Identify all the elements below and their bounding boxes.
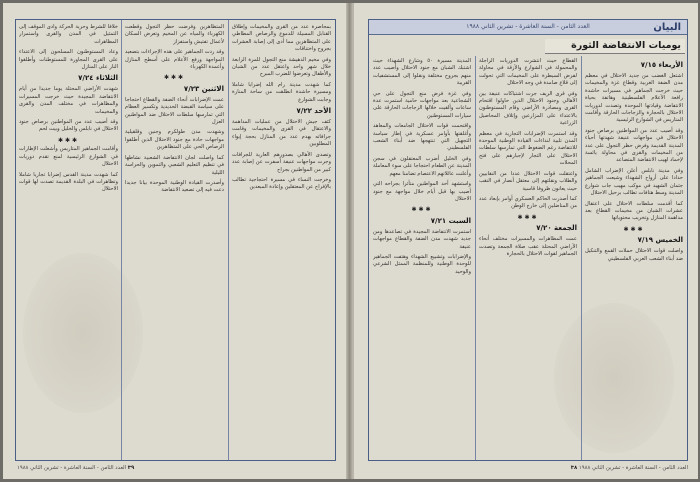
- paragraph: واستشهد أحد المواطنين متأثرا بجراحه التي أصيب بها قبل أيام خلال مواجهة مع جنود الاحتلال: [373, 181, 471, 202]
- footer-text: العدد الثامن - السنة العاشرة - تشرين الثاني ١٩٨٨: [578, 465, 688, 471]
- paragraph: كثف جيش الاحتلال من عمليات المداهمة والاعتقال في القرى والمخيمات وقامت جرافاته بهدم عدد من المنازل بحجة إيواء المطلوبين: [232, 119, 331, 148]
- paragraph: خلافا للشرط وحرية الحركة وأدى الموقف إلى التمثيل في المدن والقرى واستمرار المظاهرات: [19, 24, 118, 45]
- paragraph: عمت الإضرابات أنحاء الضفة والقطاع احتجاجا على سياسة القبضة الحديدية وتكسير العظام التي تمارسها سلطات الاحتلال ضد المواطنين العزل: [125, 96, 224, 126]
- paragraph: وفي مخيم الدهيشة منع التجول للمرة الرابعة خلال شهر واحد واعتقل عدد من الشبان والأطفال وتعرضوا للضرب المبرح: [232, 56, 331, 78]
- paragraph: المدينة مسيرة ٥٠ وشارع الشهداء حيث اشتبك الشبان مع جنود الاحتلال وأصيب عدد منهم بجروح مختلفة ونقلوا إلى المستشفيات القريبة: [373, 58, 471, 87]
- date-heading: الجمعة ٧/٢٠: [536, 224, 577, 233]
- paragraph: المتظاهرين وفرضت حظر التجول وقطعت الكهرباء والمياه عن المخيم وتعرض السكان لأعمال تفتيش واستفزاز: [125, 24, 224, 45]
- paragraph: وقد أصيب عدد من المواطنين برصاص جنود الاحتلال في نابلس والخليل وبيت لحم: [19, 119, 118, 133]
- paragraph: وقد أصيب عدد من المواطنين برصاص جنود الاحتلال في مواجهات عنيفة شهدتها أحياء المدينة القديمة وفرض حظر التجول على عدد من المخيمات والقرى في محاولة يائسة لإخماد لهيب الانتفاضة المتصاعد: [585, 127, 683, 164]
- paragraph: عمت المظاهرات والمسيرات مختلف أنحاء الأراضي المحتلة عقب صلاة الجمعة وتصدت الجماهير لقوات الاحتلال بالحجارة: [479, 236, 577, 257]
- paragraph: وخرجت النساء في مسيرة احتجاجية تطالب بالإفراج عن المعتقلين وإعادة المبعدين: [232, 176, 331, 191]
- paragraph: واصلت قوات الاحتلال حملات القمع والتنكيل ضد أبناء الشعب العربي الفلسطيني: [585, 248, 683, 262]
- section-separator: ✱✱✱: [411, 206, 433, 214]
- left-page-frame: [15, 19, 336, 461]
- paragraph: والإضرابات وتشييع الشهداء وهتفت الجماهير للوحدة الوطنية وللمنظمة الممثل الشرعي والوحيد: [373, 253, 471, 275]
- column-rule: [581, 56, 582, 460]
- right-page-frame: [368, 19, 688, 461]
- column-rule: [228, 20, 229, 460]
- paragraph: شهدت الأراضي المحتلة يوما جديدا من أيام الانتفاضة المجيدة حيث خرجت المسيرات والمظاهرات في مختلف المدن والقرى والمخيمات: [19, 86, 118, 115]
- column-rule: [475, 56, 476, 460]
- page-number: ٣٩: [127, 465, 135, 471]
- paragraph: كما واصلت لجان الانتفاضة الشعبية نشاطها في تنظيم التعليم الشعبي والتموين والحراسة الليلية: [125, 154, 224, 176]
- left-page-column-middle: [125, 24, 224, 456]
- section-separator: ✱✱✱: [163, 74, 186, 82]
- paragraph: وفي الخليل أضرب المعتقلون في سجن المدينة عن الطعام احتجاجا على سوء المعاملة وأعلنت عائلاتهم الاعتصام تضامنا معهم: [373, 155, 471, 177]
- magazine-logo: البيان: [653, 22, 681, 33]
- paragraph: وفي مدينة نابلس أعلن الإضراب الشامل حدادا على أرواح الشهداء وشيعت الجماهير جثمان الشهيد في موكب مهيب جاب شوارع المدينة وسط هتافات تطالب برحيل الاحتلال: [585, 167, 683, 197]
- paragraph: وقد ردت الجماهير على هذه الإجراءات بتصعيد المواجهة ورفع الأعلام على أسطح المنازل وأعمدة الكهرباء: [125, 49, 224, 71]
- article-title: يوميات الانتفاضة الثورة: [545, 39, 685, 54]
- book-gutter: [346, 3, 353, 479]
- date-heading: الأحد ٧/٢٢: [296, 107, 331, 116]
- section-separator: ✱✱✱: [517, 213, 539, 221]
- page-number: ٣٨: [570, 465, 578, 471]
- paragraph: وقد استمرت الإضرابات التجارية في معظم المدن تلبية لنداءات القيادة الوطنية الموحدة للانتفاضة رغم الضغوط التي تمارسها سلطات الاحتلال على التجار لإجبارهم على فتح المحلات: [479, 130, 577, 167]
- date-heading: الأربعاء ٧/١٥: [640, 61, 683, 69]
- right-page-column-right: [585, 58, 683, 456]
- paragraph: واعتقلت قوات الاحتلال عددا من النقابيين والطلاب ونقلتهم إلى معتقل أنصار في النقب حيث يعانون ظروفا قاسية: [479, 170, 577, 192]
- footer-text: العدد الثامن - السنة العاشرة - تشرين الثاني ١٩٨٨: [17, 465, 127, 471]
- right-page-column-left: [373, 58, 471, 456]
- paragraph: وشهدت مدن طولكرم وجنين وقلقيلية مواجهات حادة مع جنود الاحتلال الذين أطلقوا الرصاص الحي على المتظاهرين: [125, 129, 224, 151]
- paragraph: استمرت الانتفاضة المجيدة في تصاعدها ومن جديد شهدت مدن الضفة والقطاع مواجهات عنيفة: [373, 228, 471, 250]
- paragraph: القطاع حيث انتشرت الدوريات الراجلة والمحمولة في الشوارع والأزقة في محاولة لفرض السيطرة على المخيمات التي تحولت إلى قلاع صامدة في وجه الاحتلال: [479, 58, 577, 87]
- paragraph: كما أصدرت الحاكم العسكري أوامر بإبعاد عدد من المناضلين إلى خارج الوطن: [479, 195, 577, 210]
- date-heading: الخميس ٧/١٩: [637, 236, 683, 245]
- paragraph: اشتعل الغضب من جديد الاحتلال في معظم مدن الضفة الغربية وقطاع غزة والمخيمات حيث خرجت الجماهير في مسيرات حاشدة رافعة الأعلام الفلسطينية وهاتفة بحياة الانتفاضة وقيادتها الموحدة وتصدت لدوريات الاحتلال بالحجارة والزجاجات الحارقة وأقامت المتاريس في الشوارع الرئيسية: [585, 73, 683, 124]
- date-heading: الاثنين ٧/٢٣: [183, 84, 224, 93]
- page-footer: [17, 464, 335, 473]
- paragraph: وأقامت الجماهير المتاريس وأشعلت الإطارات في الشوارع الرئيسية لمنع تقدم دوريات الاحتلال: [19, 146, 118, 168]
- paragraph: وفي قرى الريف جرت اشتباكات عنيفة بين الأهالي وجنود الاحتلال الذين حاولوا اقتحام القرى ومصادرة الأراضي وقام المستوطنون بالاعتداء على المزارعين وإتلاف المحاصيل الزراعية: [479, 90, 577, 127]
- left-page-column-left: [19, 24, 118, 456]
- page-header: [369, 20, 687, 35]
- section-separator: ✱✱✱: [57, 136, 80, 144]
- paragraph: كما أقدمت سلطات الاحتلال على اعتقال عشرات الشبان من مخيمات القطاع بعد مداهمة المنازل وتخريب محتوياتها: [585, 200, 683, 222]
- column-rule: [121, 20, 122, 460]
- page-footer: [370, 464, 688, 473]
- header-text: العدد الثامن - السنة العاشرة - تشرين الثاني ١٩٨٨: [466, 23, 590, 30]
- right-page-column-middle: [479, 58, 577, 456]
- paragraph: واقتحمت قوات الاحتلال الجامعات والمعاهد وأغلقتها بأوامر عسكرية في إطار سياسة التجهيل التي تنتهجها ضد أبناء الشعب الفلسطيني: [373, 123, 471, 152]
- magazine-spread: [3, 3, 697, 479]
- paragraph: وتصدى الأهالي بصدورهم العارية للجرافات وجرت مواجهات عنيفة أسفرت عن إصابة عدد كبير من المواطنين بجراح: [232, 151, 331, 173]
- paragraph: كما شهدت مدينة القدس إضرابا تجاريا شاملا وتظاهرات في البلدة القديمة تصدت لها قوات الاحتلال: [19, 171, 118, 193]
- right-page: [353, 3, 698, 479]
- date-heading: الثلاثاء ٧/٢٤: [78, 74, 118, 83]
- date-heading: السبت ٧/٢١: [430, 216, 471, 225]
- paragraph: وفي غزة فرض منع التجول على حي الشجاعية بعد مواجهات حامية استمرت عدة ساعات وألقيت خلالها الزجاجات الحارقة على سيارات المستوطنين: [373, 90, 471, 119]
- paragraph: بمحاصرة عدد من القرى والمخيمات وإطلاق القنابل المسيلة للدموع والرصاص المطاطي على المتظاهرين مما أدى إلى إصابة العشرات بجروح واختناقات: [232, 24, 331, 53]
- paragraph: كما شهدت مدينة رام الله إضرابا شاملا ومسيرة حاشدة انطلقت من ساحة المنارة وجابت الشوارع: [232, 81, 331, 103]
- left-page: [3, 3, 347, 479]
- left-page-column-right: [232, 24, 331, 456]
- paragraph: وأصدرت القيادة الوطنية الموحدة بيانا جديدا دعت فيه إلى تصعيد الانتفاضة: [125, 179, 224, 194]
- paragraph: وعاد المستوطنون المسلحون إلى الاعتداء على القرى المجاورة للمستوطنات وأطلقوا النار على المنازل: [19, 49, 118, 71]
- section-separator: ✱✱✱: [623, 225, 645, 233]
